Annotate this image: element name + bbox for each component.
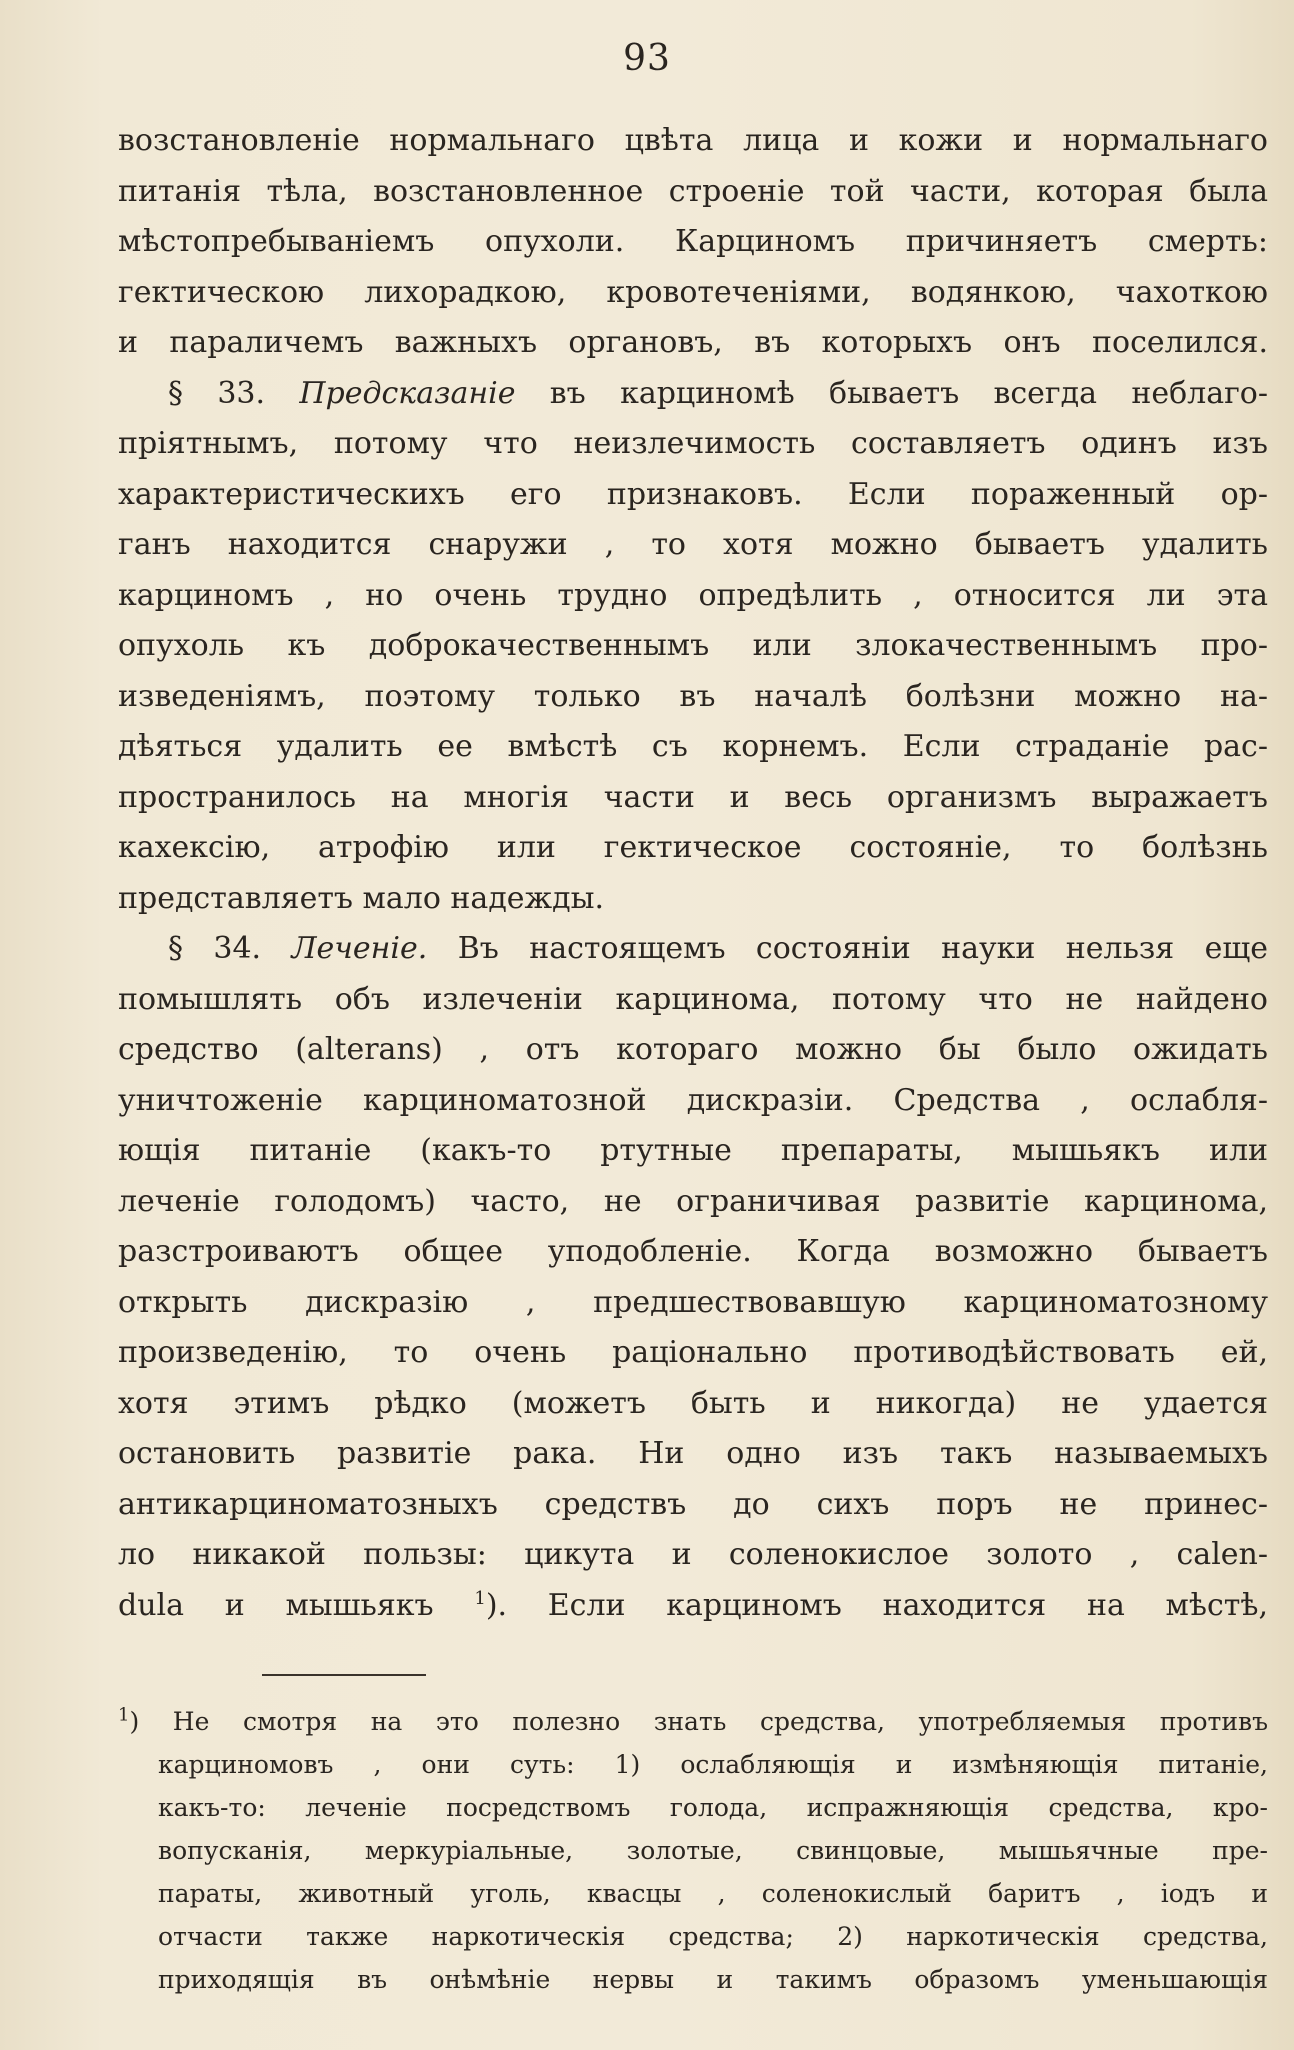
text-line: изведеніямъ, поэтому только въ началѣ болѣзни можно на- (118, 678, 1268, 714)
footnote-first-line (118, 1700, 1268, 1743)
footnote-reference[interactable]: 1 (474, 1587, 486, 1609)
footnote-line: приходящія въ онѣмѣніе нервы и такимъ образомъ уменьшающія (158, 1965, 1268, 1994)
text-line: средство (alterans) , отъ котораго можно бы было ожидать (118, 1032, 1268, 1067)
section-title: Предсказаніе (299, 375, 516, 411)
text-line: пространилось на многія части и весь организмъ выражаетъ (118, 779, 1268, 815)
text-line: пріятнымъ, потому что неизлечимость составляетъ одинъ изъ (118, 426, 1268, 461)
footnote-marker: 1 (118, 1704, 130, 1726)
text-fragment: ) Не смотря на это полезно знать средства, употребляемыя противъ (129, 1707, 1268, 1736)
text-line: дѣяться удалить ее вмѣстѣ съ корнемъ. Если страданіе рас- (118, 729, 1268, 764)
text-line: мѣстопребываніемъ опухоли. Карциномъ причиняетъ смерть: (118, 224, 1268, 259)
footnote-line: отчасти также наркотическія средства; 2) наркотическія средства, (158, 1922, 1268, 1951)
text-line: ганъ находится снаружи , то хотя можно бываетъ удалить (118, 527, 1268, 562)
footnote (118, 1700, 1268, 2001)
text-line: леченіе голодомъ) часто, не ограничивая развитіе карцинома, (118, 1183, 1268, 1219)
section-33 (118, 369, 1268, 925)
text-line: гектическою лихорадкою, кровотеченіями, водянкою, чахоткою (118, 274, 1268, 310)
text-line: питанія тѣла, возстановленное строеніе той части, которая была (118, 173, 1268, 209)
footnote-line: параты, животный уголь, квасцы , соленокислый баритъ , іодъ и (158, 1879, 1268, 1908)
text-fragment: dula и мышьякъ (118, 1587, 475, 1623)
text-line: антикарциноматозныхъ средствъ до сихъ поръ не принес- (118, 1486, 1268, 1522)
footnote-separator (262, 1674, 426, 1676)
text-line: открыть дискразію , предшествовавшую карциноматозному (118, 1284, 1268, 1320)
text-line: остановить развитіе рака. Ни одно изъ такъ называемыхъ (118, 1436, 1268, 1471)
text-line: кахексію, атрофію или гектическое состояніе, то болѣзнь (118, 830, 1268, 865)
text-line: уничтоженіе карциноматозной дискразіи. Средства , ослабля- (118, 1082, 1268, 1118)
text-fragment: въ карциномѣ бываетъ всегда неблаго- (515, 375, 1268, 411)
footnote-line: какъ-то: леченіе посредствомъ голода, испражняющія средства, кро- (158, 1793, 1268, 1822)
text-line: ло никакой пользы: цикута и соленокислое золото , calen- (118, 1537, 1268, 1572)
section-number: § 33. (168, 375, 300, 411)
section-number: § 34. (168, 931, 292, 966)
text-line: разстроиваютъ общее уподобленіе. Когда возможно бываетъ (118, 1234, 1268, 1269)
text-fragment: Въ настоящемъ состояніи науки нельзя еще (427, 931, 1268, 966)
text-line: характеристическихъ его признаковъ. Если пораженный ор- (118, 476, 1268, 512)
text-fragment: ). Если карциномъ находится на мѣстѣ, (485, 1587, 1268, 1623)
section-34-first-line (118, 924, 1268, 975)
text-line: ющія питаніе (какъ-то ртутные препараты, мышьякъ или (118, 1133, 1268, 1168)
text-line: опухоль къ доброкачественнымъ или злокачественнымъ про- (118, 628, 1268, 663)
section-33-first-line (118, 369, 1268, 420)
text-line: помышлять объ излеченіи карцинома, потому что не найдено (118, 981, 1268, 1017)
text-line: представляетъ мало надежды. (118, 880, 605, 916)
page-number: 93 (623, 38, 671, 79)
text-line: произведенію, то очень раціонально противодѣйствовать ей, (118, 1335, 1268, 1370)
text-line: карциномъ , но очень трудно опредѣлить , относится ли эта (118, 577, 1268, 613)
section-34 (118, 924, 1268, 1631)
text-line: и параличемъ важныхъ органовъ, въ которыхъ онъ поселился. (118, 325, 1268, 360)
footnote-line: вопусканія, меркуріальные, золотые, свинцовые, мышьячные пре- (158, 1836, 1268, 1865)
footnote-line: карциномовъ , они суть: 1) ослабляющія и измѣняющія питаніе, (158, 1750, 1268, 1779)
text-line: возстановленіе нормальнаго цвѣта лица и кожи и нормальнаго (118, 123, 1268, 158)
text-line: хотя этимъ рѣдко (можетъ быть и никогда) не удается (118, 1385, 1268, 1421)
text-line-with-note (118, 1581, 1268, 1632)
body-text (118, 116, 1268, 1631)
paragraph-1 (118, 116, 1268, 369)
section-title: Леченіе. (291, 931, 428, 966)
